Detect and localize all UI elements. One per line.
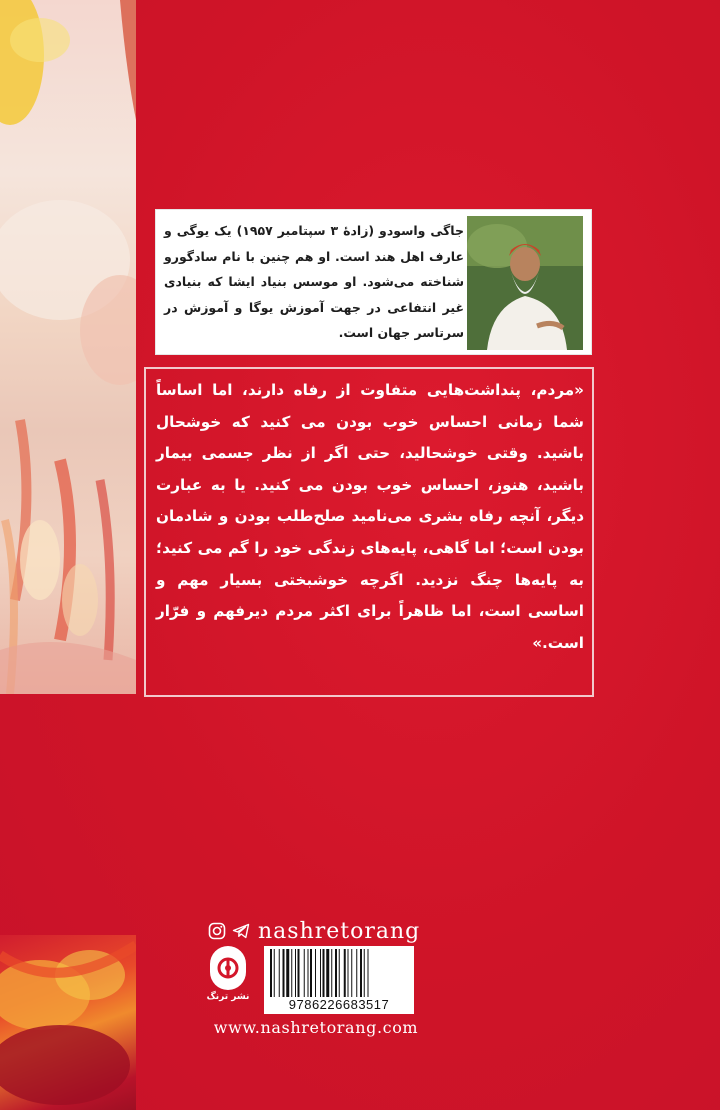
quote-box (144, 367, 594, 697)
publisher-logo (206, 946, 250, 1016)
decorative-artwork-bottom (0, 935, 136, 1110)
barcode-bars (268, 949, 410, 997)
decorative-artwork-top (0, 0, 136, 694)
quote-text: «مردم، پنداشت‌هایی متفاوت از رفاه دارند، اما اساساً شما زمانی احساس خوب بودن می کنید که خوشحال باشید. وقتی خوشحالید، حتی اگر از نظر جسمی بیمار باشید، هنوز، احساس خوب بودن می کنید. یا به عبارت دیگر، آنچه رفاه بشری می‌نامید صلح‌طلب بودن و شادمان بودن است؛ اما گاهی، پایه‌های زندگی خود را گم می کنید؛ به پایه‌ها چنگ نزدید. اگرچه خوشبختی بسیار مهم و اساسی است، اما ظاهراً برای اکثر مردم دیرفهم و فرّار است.» (156, 381, 584, 652)
instagram-icon (208, 922, 226, 940)
author-photo (467, 216, 583, 350)
telegram-icon (232, 922, 250, 940)
publisher-logo-caption: نشر ترنگ (206, 992, 250, 1002)
publisher-logo-icon (210, 946, 246, 990)
social-handle: nashretorang (258, 918, 421, 944)
publisher-website: www.nashretorang.com (213, 1018, 419, 1037)
social-handle-row (208, 916, 420, 946)
isbn-number: 9786226683517 (288, 997, 390, 1012)
author-bio-box (155, 209, 592, 355)
author-bio-text: جاگی واسودو (زادهٔ ۳ سپتامبر ۱۹۵۷) یک یوگی و عارف اهل هند است. او هم چنین با نام سادگورو شناخته می‌شود. او موسس بنیاد ایشا که بنیادی غیر انتفاعی در جهت آموزش یوگا و آموزش در سرتاسر جهان است. (164, 223, 465, 340)
isbn-barcode (264, 946, 414, 1014)
